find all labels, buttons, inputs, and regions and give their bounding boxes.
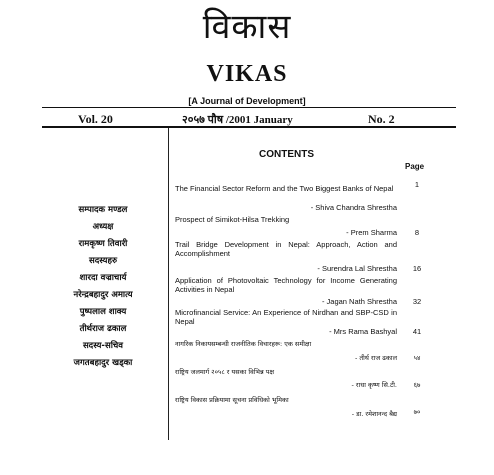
article-page: 41: [412, 327, 422, 336]
article-title: Microfinancial Service: An Experience of Nirdhan and SBP-CSD in Nepal: [175, 308, 397, 326]
article-page: 32: [412, 297, 422, 306]
journal-subtitle: [A Journal of Development]: [188, 96, 306, 106]
article-page: 1: [414, 180, 420, 189]
board-line: सदस्य-सचिव: [82, 341, 124, 351]
volume-label: Vol. 20: [78, 112, 113, 126]
journal-title-english: VIKAS: [206, 61, 288, 87]
header-rule-bottom: [42, 126, 456, 128]
article-title: Prospect of Simikot-Hilsa Trekking: [175, 215, 290, 224]
board-line: नरेन्द्रबहादुर अमात्य: [73, 290, 133, 300]
board-line: अध्यक्ष: [92, 222, 114, 232]
article-title-nepali: नागरिक निकायसम्बन्धी राजनीतिक विचारहरू: एक समीक्षा: [175, 340, 312, 348]
issue-number: No. 2: [368, 112, 395, 126]
article-page-nepali: ७०: [413, 408, 421, 416]
article-title-nepali: राष्ट्रिय जलमार्ग २०५८ र यसका विभिन्न पक्ष: [175, 368, 275, 376]
article-page: 8: [414, 228, 420, 237]
header-rule-top: [42, 107, 456, 108]
board-line: जगतबहादुर खड्का: [73, 358, 133, 368]
issue-date: २०५७ पौष /2001 January: [182, 114, 293, 126]
contents-heading: CONTENTS: [259, 149, 314, 160]
article-author: - Jagan Nath Shrestha: [321, 297, 397, 306]
column-divider: [168, 128, 169, 440]
article-title: The Financial Sector Reform and the Two Biggest Banks of Nepal: [175, 184, 394, 193]
board-line: शारदा वज्राचार्य: [79, 273, 127, 283]
article-author: - Prem Sharma: [346, 228, 397, 237]
board-line: पुष्पलाल शाक्य: [79, 307, 127, 317]
article-author: - Shiva Chandra Shrestha: [310, 203, 397, 212]
board-line: तीर्थराज ढकाल: [79, 324, 127, 334]
article-author-nepali: - तीर्थ राज ढकाल: [355, 354, 397, 362]
article-title: Trail Bridge Development in Nepal: Approach, Action and Accomplishment: [175, 240, 397, 258]
journal-title-nepali: विकास: [202, 7, 292, 47]
article-author: - Mrs Rama Bashyal: [329, 327, 397, 336]
board-line: सम्पादक मण्डल: [78, 205, 128, 215]
board-line: रामकृष्ण तिवारी: [78, 239, 128, 249]
board-line: सदस्यहरु: [88, 256, 118, 266]
article-author: - Surendra Lal Shrestha: [317, 264, 397, 273]
article-page-nepali: ६७: [413, 381, 421, 389]
article-page-nepali: ५४: [413, 354, 421, 362]
article-title-nepali: राष्ट्रिय विकास प्रक्रियामा सूचना प्रविधिको भूमिका: [175, 396, 289, 404]
article-author-nepali: - डा. रमेशानन्द बैद्य: [351, 410, 397, 418]
article-author-nepali: - राधा कृष्ण सि.टी.: [351, 381, 397, 389]
article-page: 16: [412, 264, 422, 273]
article-title: Application of Photovoltaic Technology for Income Generating Activities in Nepal: [175, 276, 397, 294]
page-column-heading: Page: [405, 162, 425, 171]
